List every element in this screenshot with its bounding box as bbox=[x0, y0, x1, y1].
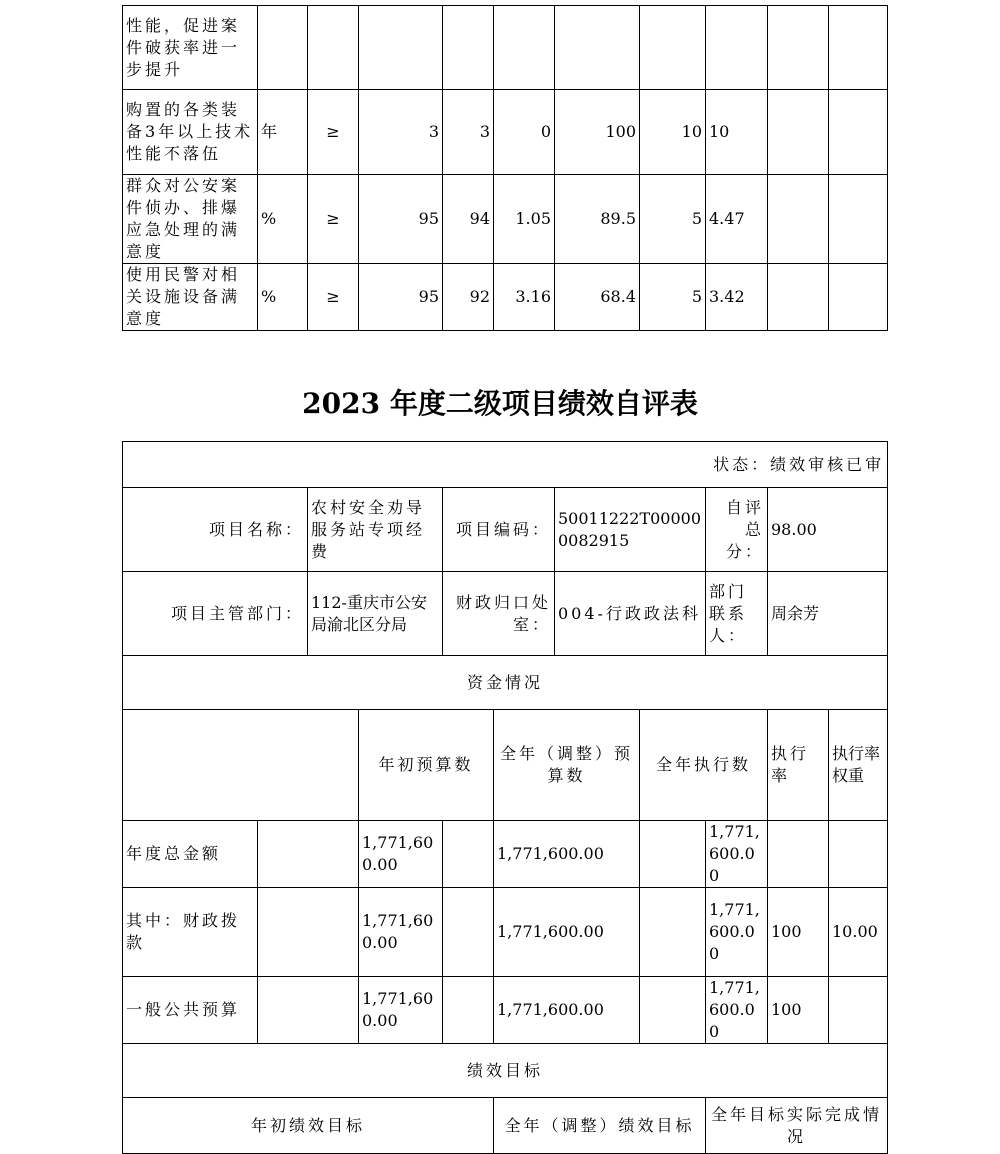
indicator-score: 4.47 bbox=[706, 175, 768, 264]
empty-cell bbox=[258, 821, 359, 888]
indicator-unit: % bbox=[258, 175, 308, 264]
executed-amount: 1,771,600.00 bbox=[706, 977, 768, 1044]
empty-cell bbox=[258, 888, 359, 977]
indicator-target: 3 bbox=[359, 90, 443, 175]
table-row bbox=[123, 821, 888, 888]
initial-budget: 1,771,600.00 bbox=[359, 977, 443, 1044]
indicator-actual bbox=[443, 6, 494, 90]
fund-row-label: 其中：财政拨款 bbox=[123, 888, 258, 977]
fund-row-label: 年度总金额 bbox=[123, 821, 258, 888]
exec-rate bbox=[768, 821, 829, 888]
empty-cell bbox=[829, 264, 888, 331]
info-row bbox=[123, 488, 888, 572]
empty-cell bbox=[768, 175, 829, 264]
indicator-score bbox=[706, 6, 768, 90]
adjusted-budget: 1,771,600.00 bbox=[494, 821, 640, 888]
table-row bbox=[123, 6, 888, 90]
page-title: 2023 年度二级项目绩效自评表 bbox=[302, 387, 698, 420]
initial-budget: 1,771,600.00 bbox=[359, 821, 443, 888]
indicator-rate bbox=[555, 6, 640, 90]
adjusted-budget-header: 全年（调整）预算数 bbox=[494, 710, 640, 821]
indicator-weight bbox=[640, 6, 706, 90]
indicator-target: 95 bbox=[359, 175, 443, 264]
contact-label: 部门联系人： bbox=[706, 572, 768, 656]
table-row bbox=[123, 175, 888, 264]
project-code-label: 项目编码： bbox=[443, 488, 555, 572]
empty-cell bbox=[829, 90, 888, 175]
empty-cell bbox=[768, 90, 829, 175]
indicator-score: 10 bbox=[706, 90, 768, 175]
project-name-value: 农村安全劝导服务站专项经费 bbox=[308, 488, 443, 572]
indicator-operator: ≥ bbox=[308, 175, 359, 264]
empty-cell bbox=[768, 6, 829, 90]
indicator-operator bbox=[308, 6, 359, 90]
indicator-operator: ≥ bbox=[308, 90, 359, 175]
self-score-label: 自评总分： bbox=[706, 488, 768, 572]
indicator-deviation: 3.16 bbox=[494, 264, 555, 331]
table-row bbox=[123, 264, 888, 331]
indicator-rate: 100 bbox=[555, 90, 640, 175]
adjusted-budget: 1,771,600.00 bbox=[494, 977, 640, 1044]
empty-cell bbox=[258, 977, 359, 1044]
goals-header-row bbox=[123, 1098, 888, 1154]
funds-section-title: 资金情况 bbox=[123, 656, 888, 710]
empty-cell bbox=[443, 821, 494, 888]
office-value: 004-行政政法科 bbox=[555, 572, 706, 656]
indicator-operator: ≥ bbox=[308, 264, 359, 331]
indicator-target bbox=[359, 6, 443, 90]
initial-goal-header: 年初绩效目标 bbox=[123, 1098, 494, 1154]
project-code-value: 50011222T000000082915 bbox=[555, 488, 706, 572]
indicator-actual: 94 bbox=[443, 175, 494, 264]
indicator-actual: 3 bbox=[443, 90, 494, 175]
exec-rate-header: 执行率 bbox=[768, 710, 829, 821]
indicator-deviation: 1.05 bbox=[494, 175, 555, 264]
exec-rate: 100 bbox=[768, 888, 829, 977]
table-row bbox=[123, 977, 888, 1044]
indicator-weight: 10 bbox=[640, 90, 706, 175]
initial-budget: 1,771,600.00 bbox=[359, 888, 443, 977]
section-row bbox=[123, 1044, 888, 1098]
section-row bbox=[123, 656, 888, 710]
empty-cell bbox=[443, 977, 494, 1044]
empty-cell bbox=[829, 175, 888, 264]
empty-cell bbox=[443, 888, 494, 977]
actual-completion-header: 全年目标实际完成情况 bbox=[706, 1098, 888, 1154]
indicator-weight: 5 bbox=[640, 175, 706, 264]
indicator-weight: 5 bbox=[640, 264, 706, 331]
table-row bbox=[123, 90, 888, 175]
indicator-unit: % bbox=[258, 264, 308, 331]
exec-weight-header: 执行率权重 bbox=[829, 710, 888, 821]
indicator-name: 使用民警对相关设施设备满意度 bbox=[123, 264, 258, 331]
status-row bbox=[123, 442, 888, 488]
exec-weight bbox=[829, 977, 888, 1044]
indicator-deviation: 0 bbox=[494, 90, 555, 175]
dept-value: 112-重庆市公安局渝北区分局 bbox=[308, 572, 443, 656]
initial-budget-header: 年初预算数 bbox=[359, 710, 494, 821]
exec-weight bbox=[829, 821, 888, 888]
indicator-rate: 68.4 bbox=[555, 264, 640, 331]
exec-rate: 100 bbox=[768, 977, 829, 1044]
indicator-deviation bbox=[494, 6, 555, 90]
indicator-name: 性能，促进案件破获率进一步提升 bbox=[123, 6, 258, 90]
self-evaluation-table bbox=[122, 441, 888, 1154]
indicator-name: 购置的各类装备3年以上技术性能不落伍 bbox=[123, 90, 258, 175]
goals-section-title: 绩效目标 bbox=[123, 1044, 888, 1098]
status-text: 状态：绩效审核已审 bbox=[123, 442, 888, 488]
executed-amount: 1,771,600.00 bbox=[706, 888, 768, 977]
indicator-table bbox=[122, 5, 888, 331]
indicator-target: 95 bbox=[359, 264, 443, 331]
empty-cell bbox=[123, 710, 359, 821]
executed-header: 全年执行数 bbox=[640, 710, 768, 821]
empty-cell bbox=[640, 977, 706, 1044]
fund-row-label: 一般公共预算 bbox=[123, 977, 258, 1044]
self-score-value: 98.00 bbox=[768, 488, 888, 572]
indicator-name: 群众对公安案件侦办、排爆应急处理的满意度 bbox=[123, 175, 258, 264]
indicator-rate: 89.5 bbox=[555, 175, 640, 264]
adjusted-budget: 1,771,600.00 bbox=[494, 888, 640, 977]
adjusted-goal-header: 全年（调整）绩效目标 bbox=[494, 1098, 706, 1154]
contact-value: 周余芳 bbox=[768, 572, 888, 656]
dept-label: 项目主管部门： bbox=[123, 572, 308, 656]
funds-header-row bbox=[123, 710, 888, 821]
info-row bbox=[123, 572, 888, 656]
project-name-label: 项目名称： bbox=[123, 488, 308, 572]
table-row bbox=[123, 888, 888, 977]
indicator-actual: 92 bbox=[443, 264, 494, 331]
empty-cell bbox=[829, 6, 888, 90]
indicator-unit bbox=[258, 6, 308, 90]
empty-cell bbox=[640, 821, 706, 888]
empty-cell bbox=[768, 264, 829, 331]
office-label: 财政归口处室： bbox=[443, 572, 555, 656]
indicator-unit: 年 bbox=[258, 90, 308, 175]
empty-cell bbox=[640, 888, 706, 977]
executed-amount: 1,771,600.00 bbox=[706, 821, 768, 888]
exec-weight: 10.00 bbox=[829, 888, 888, 977]
indicator-score: 3.42 bbox=[706, 264, 768, 331]
